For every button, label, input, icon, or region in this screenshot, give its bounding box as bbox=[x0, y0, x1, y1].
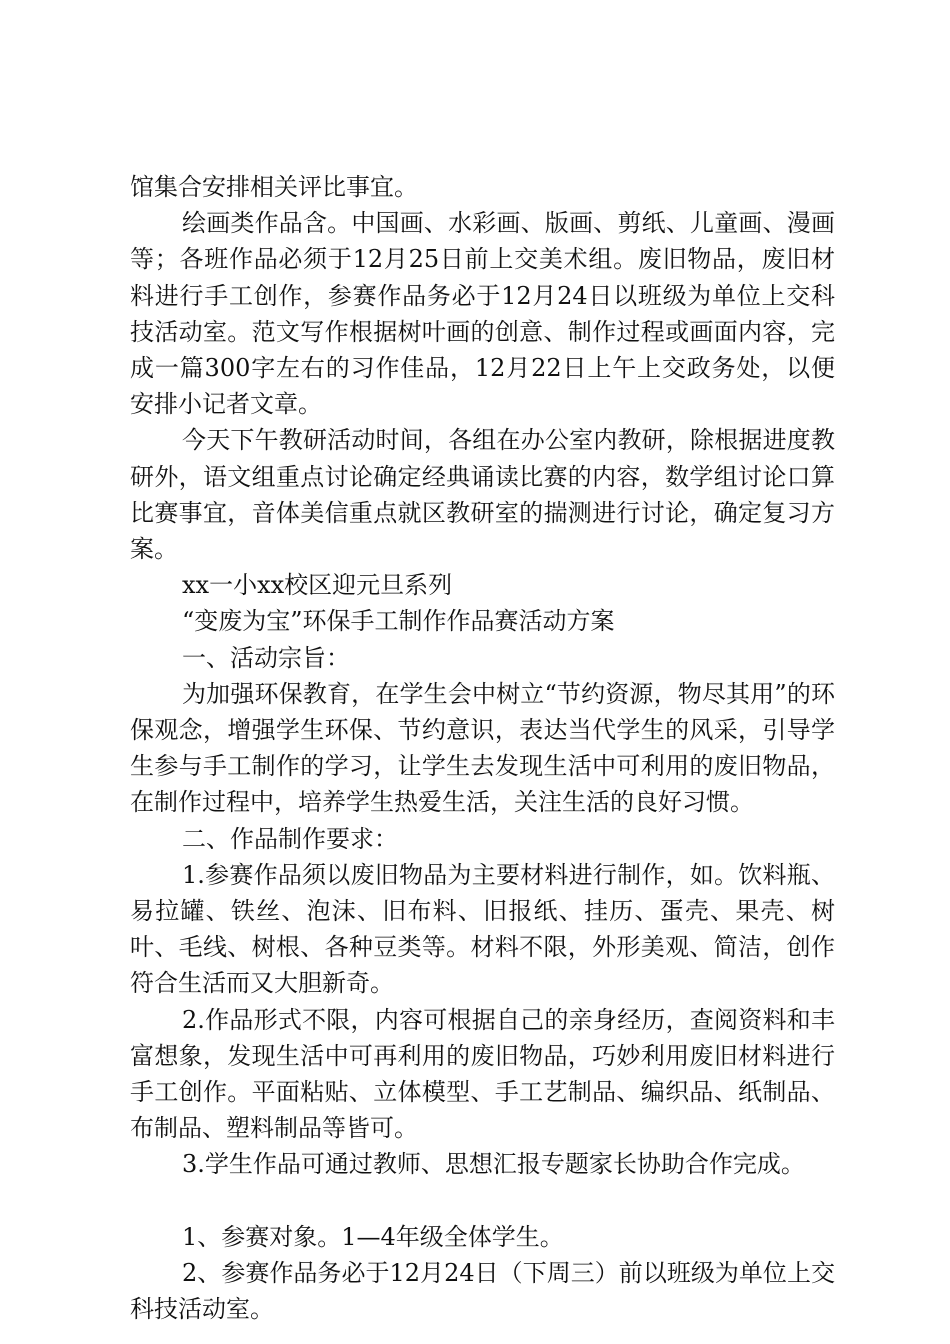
requirement-1: 1.参赛作品须以废旧物品为主要材料进行制作，如。饮料瓶、易拉罐、铁丝、泡沫、旧布料、旧报纸、挂历、蛋壳、果壳、树叶、毛线、树根、各种豆类等。材料不限，外形美观、简洁，创作符合生活而又大胆新奇。 bbox=[130, 860, 835, 998]
section-heading-2: 二、作品制作要求： bbox=[182, 824, 398, 853]
section-heading-1: 一、活动宗旨： bbox=[182, 643, 350, 672]
paragraph-7: 为加强环保教育，在学生会中树立“节约资源，物尽其用”的环保观念，增强学生环保、节约意识，表达当代学生的风采，引导学生参与手工制作的学习，让学生去发现生活中可利用的废旧物品，在制作过程中，培养学生热爱生活，关注生活的良好习惯。 bbox=[130, 679, 835, 817]
participants-item: 1、参赛对象。1—4年级全体学生。 bbox=[182, 1222, 564, 1251]
paragraph-1: 馆集合安排相关评比事宜。 bbox=[130, 173, 418, 201]
paragraph-3: 今天下午教研活动时间，各组在办公室内教研，除根据进度教研外，语文组重点讨论确定经典诵读比赛的内容，数学组讨论口算比赛事宜，音体美信重点就区教研室的揣测进行讨论，确定复习方案。 bbox=[130, 426, 835, 564]
blank-line bbox=[130, 1183, 835, 1219]
document-body bbox=[130, 169, 835, 1327]
paragraph-5: “变废为宝”环保手工制作作品赛活动方案 bbox=[182, 607, 615, 636]
requirement-2: 2.作品形式不限，内容可根据自己的亲身经历，查阅资料和丰富想象，发现生活中可再利用的废旧物品，巧妙利用废旧材料进行手工创作。平面粘贴、立体模型、手工艺制品、编织品、纸制品、布制品、塑料制品等皆可。 bbox=[130, 1005, 835, 1143]
paragraph-2: 绘画类作品含。中国画、水彩画、版画、剪纸、儿童画、漫画等；各班作品必须于12月25日前上交美术组。废旧物品，废旧材料进行手工创作，参赛作品务必于12月24日以班级为单位上交科技活动室。范文写作根据树叶画的创意、制作过程或画面内容，完成一篇300字左右的习作佳品，12月22日上午上交政务处，以便安排小记者文章。 bbox=[130, 209, 835, 419]
requirement-3: 3.学生作品可通过教师、思想汇报专题家长协助合作完成。 bbox=[182, 1150, 805, 1179]
deadline-item: 2、参赛作品务必于12月24日（下周三）前以班级为单位上交科技活动室。 bbox=[130, 1258, 835, 1324]
paragraph-4: xx一小xx校区迎元旦系列 bbox=[182, 571, 453, 600]
